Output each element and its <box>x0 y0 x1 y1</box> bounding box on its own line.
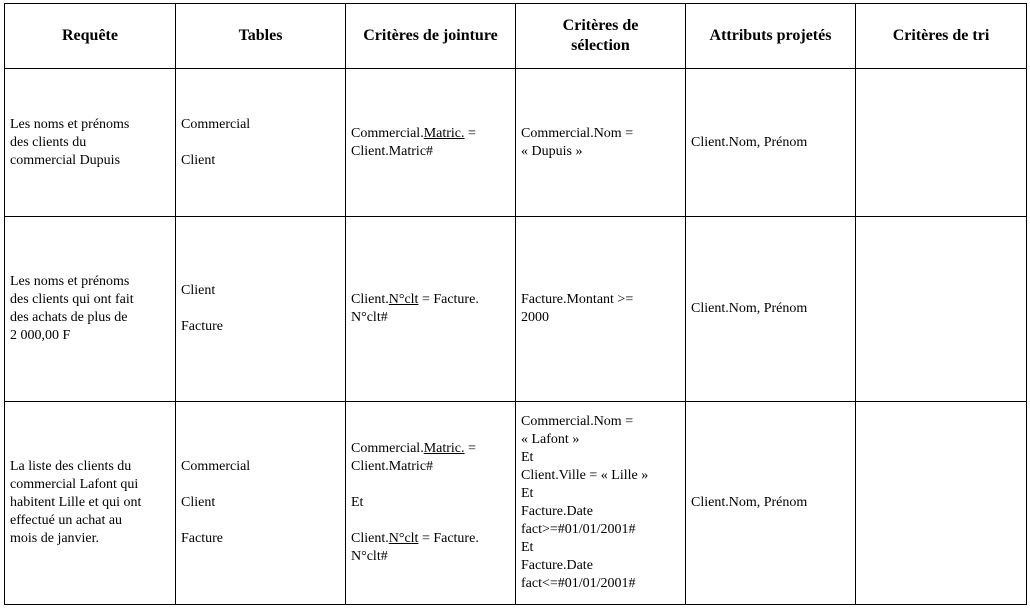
cell-attributs: Client.Nom, Prénom <box>686 69 856 217</box>
cell-tri <box>856 402 1027 605</box>
header-criteres-jointure: Critères de jointure <box>346 4 516 69</box>
header-criteres-selection: Critères de sélection <box>516 4 686 69</box>
table-row <box>5 69 1027 217</box>
cell-tables: Commercial Client <box>176 69 346 217</box>
cell-tables: Client Facture <box>176 217 346 402</box>
cell-jointure: Commercial.Matric. = Client.Matric# <box>346 69 516 217</box>
cell-requete: La liste des clients du commercial Lafont qui habitent Lille et qui ont effectué un achat au mois de janvier. <box>5 402 176 605</box>
header-attributs-projetes: Attributs projetés <box>686 4 856 69</box>
cell-jointure: Commercial.Matric. = Client.Matric# Et Client.N°clt = Facture. N°clt# <box>346 402 516 605</box>
cell-selection: Facture.Montant >= 2000 <box>516 217 686 402</box>
cell-selection: Commercial.Nom = « Dupuis » <box>516 69 686 217</box>
cell-tri <box>856 69 1027 217</box>
cell-requete: Les noms et prénoms des clients du commercial Dupuis <box>5 69 176 217</box>
cell-attributs: Client.Nom, Prénom <box>686 217 856 402</box>
table-row <box>5 402 1027 605</box>
cell-requete: Les noms et prénoms des clients qui ont fait des achats de plus de 2 000,00 F <box>5 217 176 402</box>
header-requete: Requête <box>5 4 176 69</box>
table-row <box>5 217 1027 402</box>
cell-selection: Commercial.Nom = « Lafont » Et Client.Ville = « Lille » Et Facture.Date fact>=#01/01/2001# Et Facture.Date fact<=#01/01/2001# <box>516 402 686 605</box>
header-tables: Tables <box>176 4 346 69</box>
cell-tri <box>856 217 1027 402</box>
header-criteres-tri: Critères de tri <box>856 4 1027 69</box>
header-row <box>5 4 1027 69</box>
query-criteria-table <box>4 3 1027 605</box>
cell-jointure: Client.N°clt = Facture. N°clt# <box>346 217 516 402</box>
cell-tables: Commercial Client Facture <box>176 402 346 605</box>
cell-attributs: Client.Nom, Prénom <box>686 402 856 605</box>
